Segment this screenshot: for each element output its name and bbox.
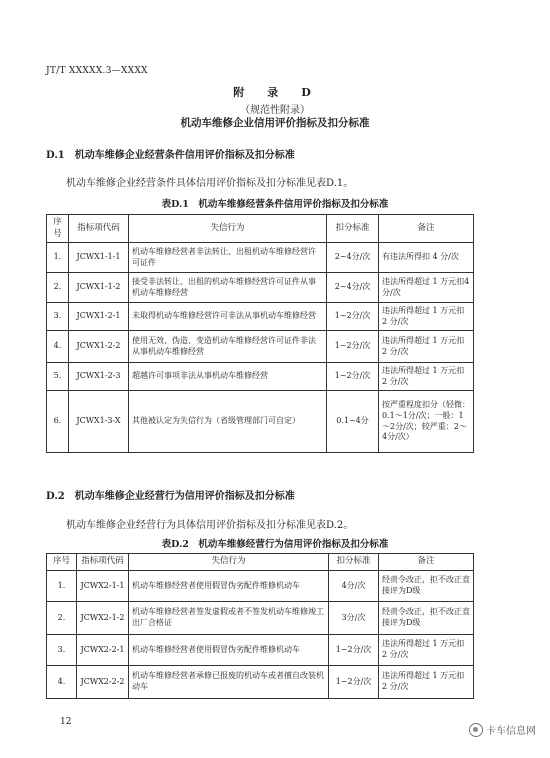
cell-behavior: 机动车维修经营者使用假冒伪劣配件维修机动车 <box>129 635 329 666</box>
table-row <box>47 331 474 363</box>
col-header-note: 备注 <box>379 554 474 571</box>
cell-deduct: 3分/次 <box>329 602 379 635</box>
cell-deduct: 1~2分/次 <box>327 303 379 331</box>
cell-code: JCWX1-2-1 <box>69 303 129 331</box>
cell-behavior: 机动车维修经营者签发虚假或者不签发机动车维修竣工出厂合格证 <box>129 602 329 635</box>
cell-code: JCWX2-1-2 <box>77 602 129 635</box>
col-header-behavior: 失信行为 <box>129 215 327 243</box>
cell-note: 经责令改正，拒不改正直接评为D级 <box>379 571 474 602</box>
cell-note: 违法所得超过 1 万元扣 2 分/次 <box>379 303 474 331</box>
cell-deduct: 4分/次 <box>329 571 379 602</box>
table-row <box>47 391 474 453</box>
cell-note: 违法所得超过 1 万元扣 2 分/次 <box>379 331 474 363</box>
table-row <box>47 571 474 602</box>
cell-note: 有违法所得扣 4 分/次 <box>379 243 474 273</box>
table-row <box>47 303 474 331</box>
document-code: JT/T XXXXX.3—XXXX <box>46 66 148 76</box>
table-d1-caption: 表D.1 机动车维修经营条件信用评价指标及扣分标准 <box>161 199 389 210</box>
cell-code: JCWX2-2-2 <box>77 666 129 699</box>
cell-deduct: 1~2分/次 <box>327 363 379 391</box>
table-d1 <box>46 214 474 453</box>
section-d2-paragraph: 机动车维修企业经营行为具体信用评价指标及扣分标准见表D.2。 <box>66 520 354 531</box>
table-row <box>47 243 474 273</box>
col-header-deduct: 扣分标准 <box>329 554 379 571</box>
wechat-icon <box>469 723 483 737</box>
cell-no: 2. <box>47 273 69 303</box>
cell-behavior: 机动车维修经营者承修已报废的机动车或者擅自改装机动车 <box>129 666 329 699</box>
col-header-behavior: 失信行为 <box>129 554 329 571</box>
cell-note: 违法所得超过 1 万元扣4分/次 <box>379 273 474 303</box>
cell-note: 违法所得超过 1 万元扣 2 分/次 <box>379 635 474 666</box>
table-d2-caption: 表D.2 机动车维修经营行为信用评价指标及扣分标准 <box>161 539 389 550</box>
cell-behavior: 接受非法转让、出租的机动车维修经营许可证件从事机动车维修经营 <box>129 273 327 303</box>
table-row <box>47 635 474 666</box>
cell-behavior: 机动车维修经营者使用假冒伪劣配件维修机动车 <box>129 571 329 602</box>
cell-deduct: 0.1~4分 <box>327 391 379 453</box>
col-header-code: 指标项代码 <box>77 554 129 571</box>
table-row <box>47 273 474 303</box>
table-row <box>47 363 474 391</box>
watermark-text: 卡车信息网 <box>486 726 536 737</box>
table-row <box>47 602 474 635</box>
watermark <box>469 722 536 737</box>
section-d1-paragraph: 机动车维修企业经营条件具体信用评价指标及扣分标准见表D.1。 <box>66 178 354 189</box>
cell-code: JCWX1-2-2 <box>69 331 129 363</box>
cell-no: 4. <box>47 666 77 699</box>
cell-note: 违法所得超过 1 万元扣 2 分/次 <box>379 363 474 391</box>
cell-no: 6. <box>47 391 69 453</box>
annex-title: 附 录 D <box>233 86 317 99</box>
annex-main-title: 机动车维修企业信用评价指标及扣分标准 <box>180 117 370 129</box>
cell-deduct: 1~2分/次 <box>329 666 379 699</box>
cell-no: 5. <box>47 363 69 391</box>
cell-note: 经责令改正，拒不改正直接评为D级 <box>379 602 474 635</box>
cell-note: 按严重程度扣分（轻微：0.1～1分/次；一般：1～2分/次；较严重：2～4分/次） <box>379 391 474 453</box>
cell-behavior: 使用无效、伪造、变造机动车维修经营许可证件非法从事机动车维修经营 <box>129 331 327 363</box>
cell-code: JCWX2-1-1 <box>77 571 129 602</box>
page-number: 12 <box>60 717 72 727</box>
col-header-no: 序号 <box>47 215 69 243</box>
cell-no: 1. <box>47 571 77 602</box>
cell-code: JCWX1-1-1 <box>69 243 129 273</box>
table-d2-header-row <box>47 554 474 571</box>
cell-no: 3. <box>47 635 77 666</box>
cell-behavior: 超越许可事项非法从事机动车维修经营 <box>129 363 327 391</box>
cell-behavior: 未取得机动车维修经营许可非法从事机动车维修经营 <box>129 303 327 331</box>
cell-note: 违法所得超过 1 万元扣 2 分/次 <box>379 666 474 699</box>
cell-deduct: 1~2分/次 <box>329 635 379 666</box>
cell-code: JCWX1-1-2 <box>69 273 129 303</box>
cell-code: JCWX1-2-3 <box>69 363 129 391</box>
cell-no: 1. <box>47 243 69 273</box>
cell-no: 2. <box>47 602 77 635</box>
section-d1-heading: D.1 机动车维修企业经营条件信用评价指标及扣分标准 <box>46 150 295 161</box>
table-d2 <box>46 553 474 699</box>
col-header-code: 指标项代码 <box>69 215 129 243</box>
cell-deduct: 1~2分/次 <box>327 331 379 363</box>
col-header-no: 序号 <box>47 554 77 571</box>
cell-behavior: 其他被认定为失信行为（省级管理部门可自定） <box>129 391 327 453</box>
cell-behavior: 机动车维修经营者非法转让、出租机动车维修经营许可证件 <box>129 243 327 273</box>
cell-no: 3. <box>47 303 69 331</box>
table-d1-header-row <box>47 215 474 243</box>
cell-deduct: 2~4分/次 <box>327 243 379 273</box>
col-header-note: 备注 <box>379 215 474 243</box>
col-header-deduct: 扣分标准 <box>327 215 379 243</box>
cell-deduct: 2~4分/次 <box>327 273 379 303</box>
section-d2-heading: D.2 机动车维修企业经营行为信用评价指标及扣分标准 <box>46 491 295 502</box>
cell-no: 4. <box>47 331 69 363</box>
cell-code: JCWX2-2-1 <box>77 635 129 666</box>
table-row <box>47 666 474 699</box>
cell-code: JCWX1-3-X <box>69 391 129 453</box>
annex-normative-label: （规范性附录） <box>240 105 310 116</box>
